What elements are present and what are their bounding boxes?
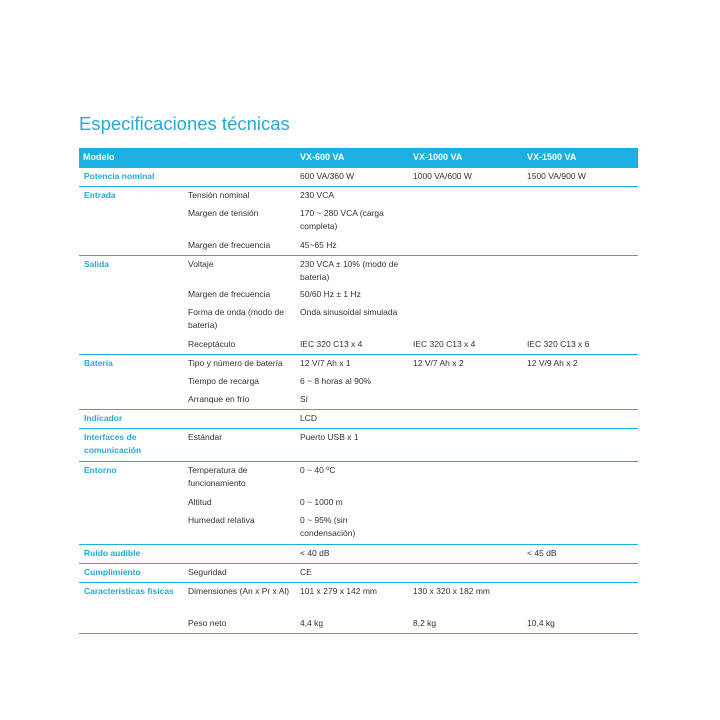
value-vx-1000 <box>409 205 523 237</box>
value-vx-1000: 12 V/7 Ah x 2 <box>409 355 523 374</box>
page-title: Especificaciones técnicas <box>79 113 290 134</box>
value-vx-600: 6 ~ 8 horas al 90% <box>300 376 372 386</box>
value-vx-1000 <box>409 187 523 206</box>
value-vx-600: 50/60 Hz ± 1 Hz <box>300 289 361 299</box>
value-vx-1500 <box>523 373 638 391</box>
value-vx-1000: 8,2 kg <box>409 615 523 634</box>
value-vx-600: Sí <box>300 394 309 404</box>
value-vx-1500 <box>523 391 638 410</box>
category-cell <box>79 494 184 512</box>
value-vx-1500 <box>523 564 638 583</box>
category-cell: Características físicas <box>79 583 184 616</box>
table-row <box>79 373 638 391</box>
value-vx-1000 <box>409 545 523 564</box>
header-vx-1000: VX-1000 VA <box>409 148 523 168</box>
category-cell: Indicador <box>79 410 184 429</box>
value-vx-1000 <box>409 286 523 304</box>
parameter-cell: Margen de tensión <box>188 208 259 218</box>
table-row <box>79 168 638 187</box>
category-cell: Entorno <box>79 462 184 495</box>
table-row <box>79 615 638 634</box>
value-vx-1500 <box>523 494 638 512</box>
table-row <box>79 256 638 287</box>
category-cell: Salida <box>79 256 184 287</box>
table-row <box>79 205 638 237</box>
table-row <box>79 237 638 256</box>
value-vx-600: IEC 320 C13 x 4 <box>300 339 363 349</box>
parameter-cell: Receptáculo <box>188 339 236 349</box>
parameter-cell: Arranque en frío <box>188 394 250 404</box>
value-vx-1000 <box>409 429 523 462</box>
table-row <box>79 286 638 304</box>
table-row <box>79 583 638 616</box>
value-vx-1000: 1000 VA/600 W <box>409 168 523 187</box>
value-vx-600: 0 ~ 1000 m <box>300 497 343 507</box>
value-vx-1500 <box>523 410 638 429</box>
value-vx-600: 0 ~ 95% (sin condensación) <box>300 515 356 538</box>
table-row <box>79 545 638 564</box>
parameter-cell: Tiempo de recarga <box>188 376 260 386</box>
table-row <box>79 564 638 583</box>
parameter-cell: Tensión nominal <box>184 187 296 206</box>
header-vx-600: VX-600 VA <box>296 148 409 168</box>
value-vx-1000 <box>409 564 523 583</box>
value-vx-1500: < 45 dB <box>523 545 638 564</box>
value-vx-1500: 10,4 kg <box>523 615 638 634</box>
category-cell: Ruido audible <box>79 545 184 564</box>
category-cell <box>79 391 184 410</box>
value-vx-600: 4,4 kg <box>296 615 409 634</box>
value-vx-1000 <box>409 256 523 287</box>
parameter-cell <box>184 168 296 187</box>
value-vx-1500: 12 V/9 Ah x 2 <box>523 355 638 374</box>
value-vx-1000 <box>409 462 523 495</box>
table-row <box>79 391 638 410</box>
value-vx-1000 <box>409 373 523 391</box>
category-cell: Entrada <box>79 187 184 206</box>
value-vx-600: 45~65 Hz <box>300 240 337 250</box>
value-vx-1000 <box>409 391 523 410</box>
table-row <box>79 494 638 512</box>
parameter-cell: Humedad relativa <box>188 515 255 525</box>
value-vx-1500 <box>523 205 638 237</box>
parameter-cell: Peso neto <box>184 615 296 634</box>
value-vx-1500 <box>523 187 638 206</box>
parameter-cell: Margen de frecuencia <box>188 289 271 299</box>
category-cell <box>79 286 184 304</box>
value-vx-600: 230 VCA ± 10% (modo de batería) <box>296 256 409 287</box>
parameter-cell: Altitud <box>188 497 212 507</box>
category-cell: Interfaces de comunicación <box>79 429 184 462</box>
parameter-cell: Margen de frecuencia <box>188 240 271 250</box>
category-cell: Potencia nominal <box>79 168 184 187</box>
value-vx-1500 <box>523 286 638 304</box>
value-vx-600: 0 ~ 40 ºC <box>296 462 409 495</box>
value-vx-1000: 130 x 320 x 182 mm <box>409 583 523 616</box>
parameter-cell: Estándar <box>184 429 296 462</box>
value-vx-1000 <box>409 237 523 256</box>
value-vx-1500: 1500 VA/900 W <box>523 168 638 187</box>
value-vx-600: Puerto USB x 1 <box>296 429 409 462</box>
parameter-cell <box>184 410 296 429</box>
category-cell <box>79 237 184 256</box>
value-vx-600: Onda sinusoidal simulada <box>300 307 398 317</box>
value-vx-1500: IEC 320 C13 x 6 <box>527 339 590 349</box>
category-cell <box>79 615 184 634</box>
category-cell <box>79 304 184 336</box>
value-vx-1500 <box>523 304 638 336</box>
value-vx-1000: IEC 320 C13 x 4 <box>413 339 476 349</box>
value-vx-1000 <box>409 410 523 429</box>
category-cell: Cumplimiento <box>79 564 184 583</box>
table-row <box>79 304 638 336</box>
parameter-cell <box>184 545 296 564</box>
table-row <box>79 336 638 355</box>
value-vx-600: < 40 dB <box>296 545 409 564</box>
value-vx-600: 101 x 279 x 142 mm <box>296 583 409 616</box>
value-vx-600: LCD <box>296 410 409 429</box>
parameter-cell: Forma de onda (modo de batería) <box>188 307 284 330</box>
value-vx-1000 <box>409 512 523 545</box>
table-row <box>79 429 638 462</box>
value-vx-1500 <box>523 512 638 545</box>
category-cell <box>79 373 184 391</box>
parameter-cell: Temperatura de funcionamiento <box>184 462 296 495</box>
value-vx-600: CE <box>296 564 409 583</box>
value-vx-1500 <box>523 237 638 256</box>
table-row <box>79 410 638 429</box>
value-vx-600: 170 ~ 280 VCA (carga completa) <box>300 208 384 231</box>
value-vx-1000 <box>409 304 523 336</box>
table-header-row <box>79 148 638 168</box>
category-cell <box>79 512 184 545</box>
table-row <box>79 462 638 495</box>
header-model: Modelo <box>79 148 184 168</box>
header-parameter <box>184 148 296 168</box>
value-vx-1500 <box>523 429 638 462</box>
value-vx-1500 <box>523 462 638 495</box>
parameter-cell: Seguridad <box>184 564 296 583</box>
value-vx-600: 230 VCA <box>296 187 409 206</box>
category-cell: Batería <box>79 355 184 374</box>
value-vx-1000 <box>409 494 523 512</box>
value-vx-1500 <box>523 583 638 616</box>
value-vx-600: 600 VA/360 W <box>296 168 409 187</box>
table-row <box>79 355 638 374</box>
category-cell <box>79 336 184 355</box>
table-row <box>79 187 638 206</box>
parameter-cell: Dimensiones (An x Pr x Al) <box>184 583 296 616</box>
category-cell <box>79 205 184 237</box>
parameter-cell: Voltaje <box>184 256 296 287</box>
header-vx-1500: VX-1500 VA <box>523 148 638 168</box>
parameter-cell: Tipo y número de batería <box>184 355 296 374</box>
specifications-table <box>79 148 638 634</box>
value-vx-1500 <box>523 256 638 287</box>
value-vx-600: 12 V/7 Ah x 1 <box>296 355 409 374</box>
table-row <box>79 512 638 545</box>
